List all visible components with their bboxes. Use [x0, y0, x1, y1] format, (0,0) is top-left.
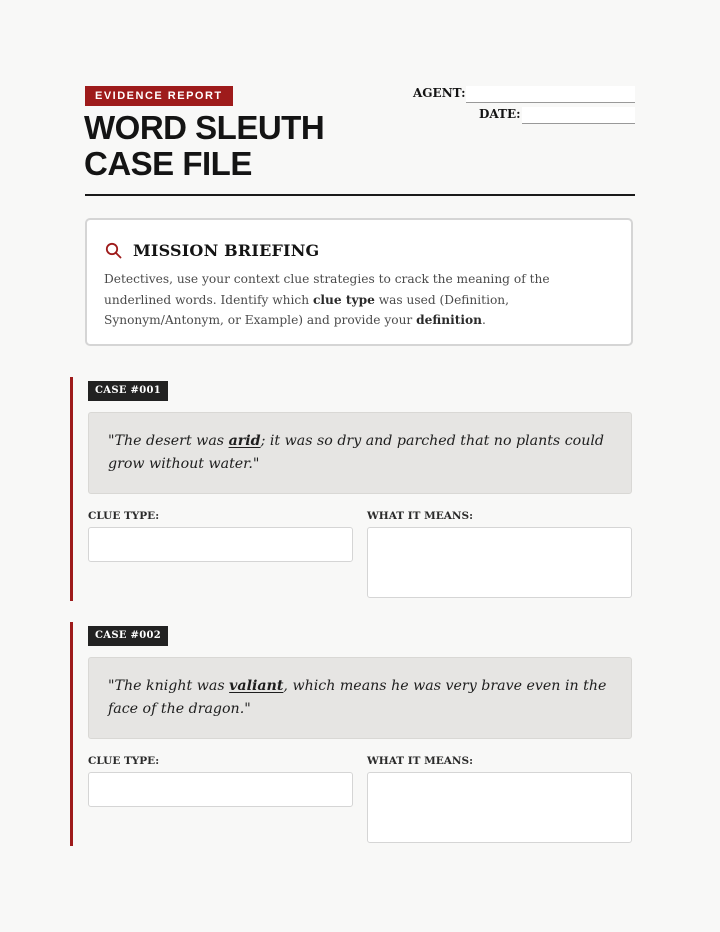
case-sentence: "The desert was arid; it was so dry and parched that no plants could grow without water.": [88, 412, 632, 494]
clue-type-label: CLUE TYPE:: [88, 755, 160, 767]
magnifier-icon: [105, 242, 122, 259]
meaning-label: WHAT IT MEANS:: [367, 510, 473, 522]
mission-briefing-card: [85, 218, 633, 346]
briefing-text: Detectives, use your context clue strategies to crack the meaning of the underlined words. Identify which clue type was used (Definition, Synonym/Antonym, or Example) and provide your definition.: [104, 272, 550, 327]
target-word: valiant: [229, 678, 284, 694]
target-word: arid: [228, 433, 261, 449]
page-title: [84, 110, 324, 182]
clue-type-input[interactable]: [88, 527, 353, 562]
meaning-label: WHAT IT MEANS:: [367, 755, 473, 767]
date-label: DATE:: [479, 107, 521, 121]
clue-type-input[interactable]: [88, 772, 353, 807]
case-number-tag: CASE #001: [88, 381, 168, 401]
case-sentence: "The knight was valiant, which means he was very brave even in the face of the dragon.": [88, 657, 632, 739]
case-number-tag: CASE #002: [88, 626, 168, 646]
meaning-input[interactable]: [367, 772, 632, 843]
title-line-1: WORD SLEUTH: [84, 109, 325, 146]
case-card: [70, 622, 635, 846]
briefing-title: MISSION BRIEFING: [133, 241, 320, 260]
date-field[interactable]: [522, 107, 635, 124]
case-card: [70, 377, 635, 601]
header-divider: [85, 194, 635, 196]
title-line-2: CASE FILE: [84, 145, 252, 182]
agent-field[interactable]: [466, 86, 635, 103]
agent-label: AGENT:: [413, 86, 466, 100]
definition-emphasis: definition: [416, 313, 483, 327]
evidence-report-tag: EVIDENCE REPORT: [85, 86, 233, 106]
clue-type-label: CLUE TYPE:: [88, 510, 160, 522]
clue-type-emphasis: clue type: [312, 292, 375, 307]
meaning-input[interactable]: [367, 527, 632, 598]
case-accent-bar: [70, 377, 73, 601]
case-accent-bar: [70, 622, 73, 846]
